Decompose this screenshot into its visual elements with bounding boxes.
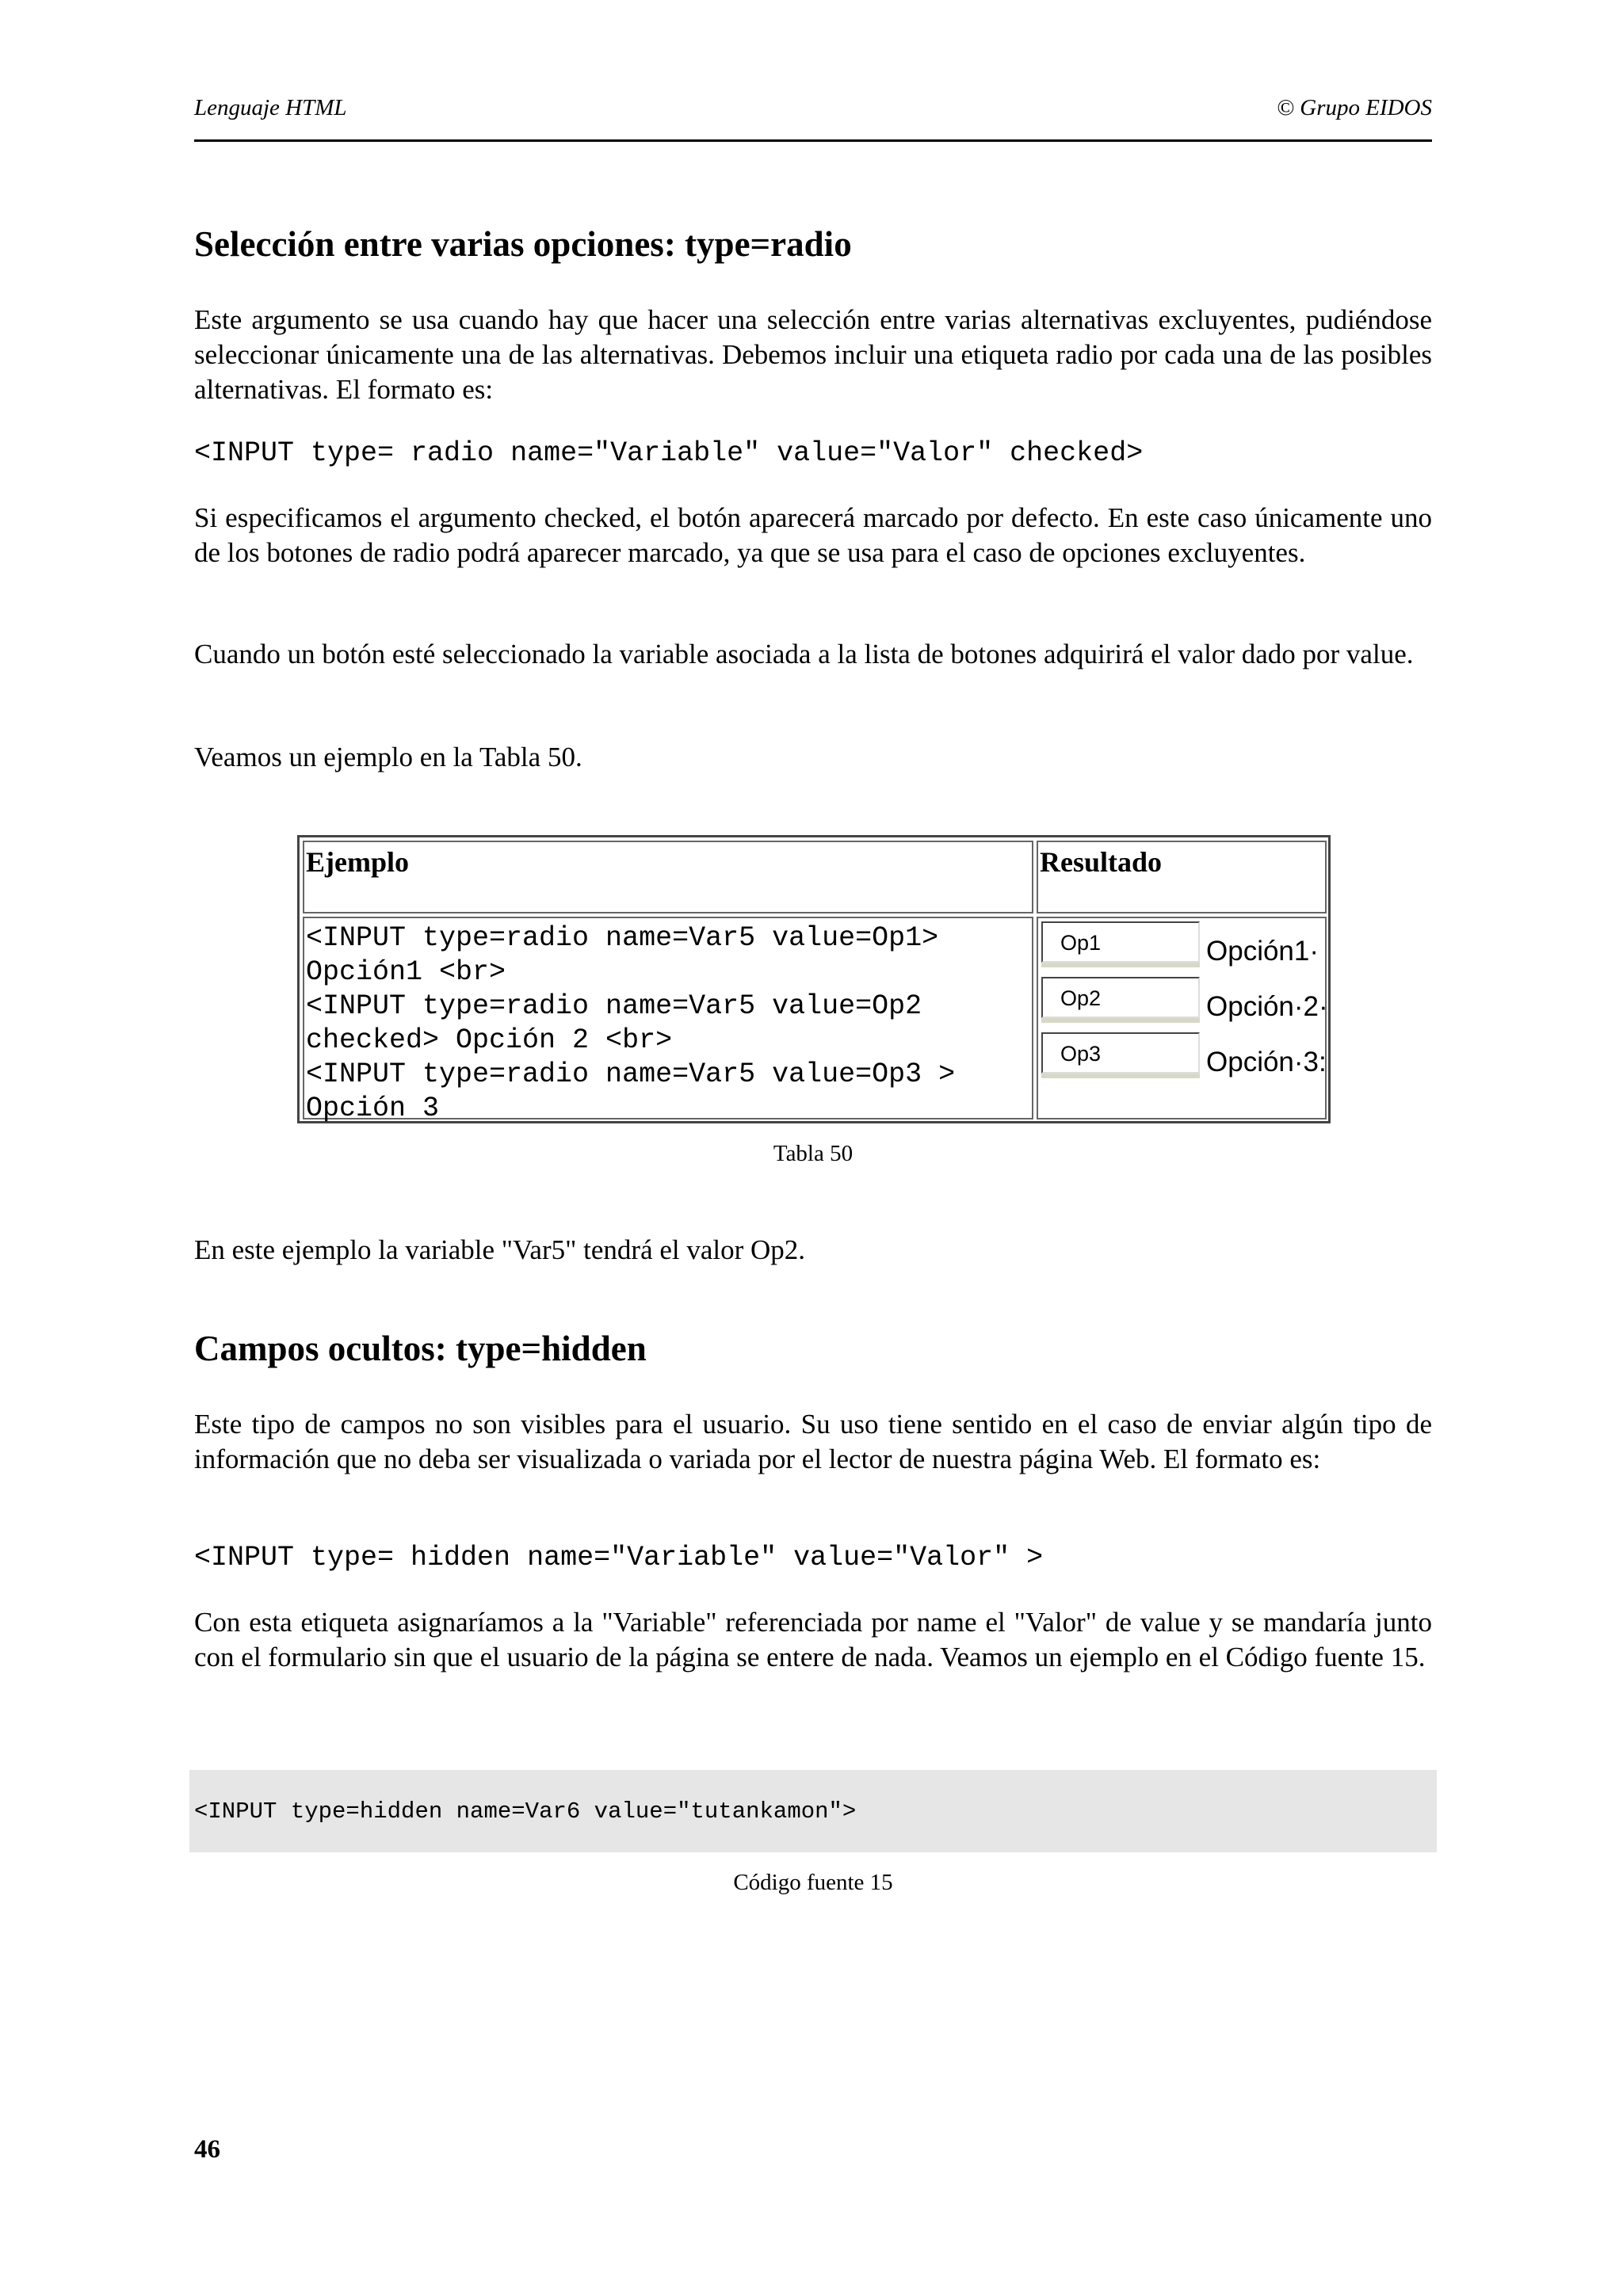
header-publisher: © Grupo EIDOS [1276,95,1432,120]
example-table [297,835,1331,1123]
paragraph-hidden-intro: Este tipo de campos no son visibles para el usuario. Su uso tiene sentido en el caso de enviar algún tipo de información que no deba ser visualizada o variada por el lector de nuestra página Web. El formato es: [194,1409,1432,1474]
paragraph-radio-checked: Si especificamos el argumento checked, el botón aparecerá marcado por defecto. En este caso únicamente uno de los botones de radio podrá aparecer marcado, ya que se usa para el caso de opciones excluyentes. [194,502,1432,568]
code-hidden-format: <INPUT type= hidden name="Variable" value="Valor" > [194,1542,1044,1573]
result-label-option1: Opción1· [1206,936,1319,967]
section-title-radio: Selección entre varias opciones: type=radio [194,224,852,264]
paragraph-radio-value: Cuando un botón esté seleccionado la variable asociada a la lista de botones adquirirá el valor dado por value. [194,639,1414,669]
table-header-result [1037,841,1327,913]
paragraph-radio-intro: Este argumento se usa cuando hay que hacer una selección entre varias alternativas excluyentes, pudiéndose seleccionar únicamente una de las alternativas. Debemos incluir una etiqueta radio por cada una de las posibles alternativas. El formato es: [194,304,1432,405]
table-header-example [303,841,1033,913]
result-label-option3: Opción·3: [1206,1047,1327,1077]
table-cell-code [303,917,1033,1124]
page-number: 46 [194,2135,220,2164]
result-label-option2: Opción·2· [1206,991,1328,1022]
paragraph-example-result: En este ejemplo la variable "Var5" tendrá el valor Op2. [194,1234,806,1265]
result-field-op3[interactable]: Op3 [1041,1032,1200,1074]
table-header-result-text: Resultado [1040,846,1163,878]
section-title-hidden: Campos ocultos: type=hidden [194,1329,647,1368]
table-code-example: <INPUT type=radio name=Var5 value=Op1> Opción1 <br> <INPUT type=radio name=Var5 value=Op2 checked> Opción 2 <br> <INPUT type=radio name=Var5 value=Op3 > Opción 3 [306,922,956,1124]
header-book-title: Lenguaje HTML [194,95,347,120]
table-header-example-text: Ejemplo [306,846,409,878]
paragraph-hidden-explain: Con esta etiqueta asignaríamos a la "Variable" referenciada por name el "Valor" de value y se mandaría junto con el formulario sin que el usuario de la página se entere de nada. Veamos un ejemplo en el Código fuente 15. [194,1607,1432,1672]
code-listing-15-text: <INPUT type=hidden name=Var6 value="tutankamon"> [194,1798,857,1825]
table-cell-result [1037,917,1327,1119]
code-listing-15 [189,1770,1437,1852]
result-field-op2[interactable]: Op2 [1041,977,1200,1018]
result-field-op1[interactable]: Op1 [1041,921,1200,963]
paragraph-radio-example-ref: Veamos un ejemplo en la Tabla 50. [194,742,582,772]
code-radio-format: <INPUT type= radio name="Variable" value="Valor" checked> [194,437,1144,469]
code-listing-caption: Código fuente 15 [733,1870,893,1895]
table-caption: Tabla 50 [773,1141,854,1166]
running-header [194,95,1432,142]
